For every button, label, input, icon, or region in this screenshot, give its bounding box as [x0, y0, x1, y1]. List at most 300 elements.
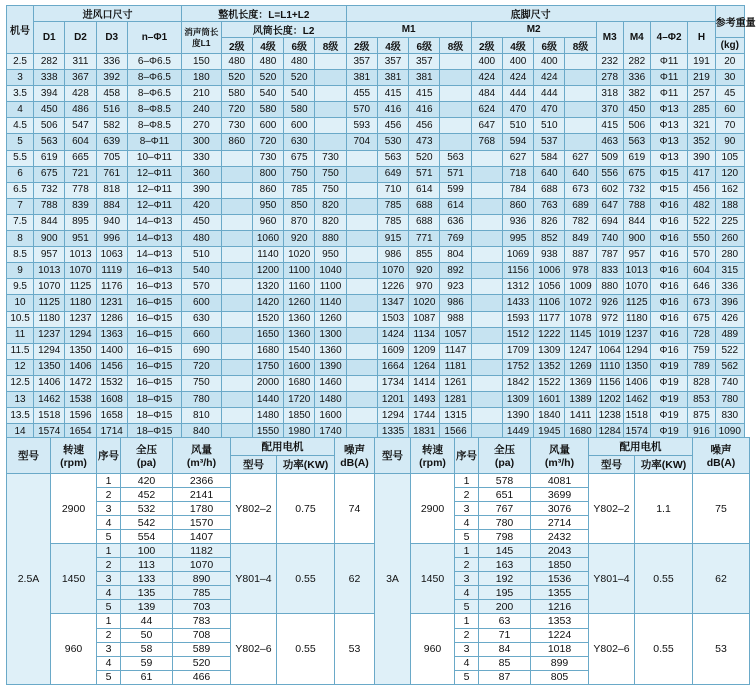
dimension-cell: Φ11	[650, 54, 688, 70]
flow-cell: 805	[531, 670, 589, 684]
header-d1: D1	[34, 22, 65, 54]
dimension-cell: 789	[688, 359, 715, 375]
dimension-cell: 20	[715, 54, 744, 70]
dimension-cell: 1072	[565, 295, 596, 311]
dimension-cell	[440, 70, 471, 86]
dimension-cell: 1040	[315, 263, 346, 279]
dimension-cell	[565, 70, 596, 86]
dimension-cell	[346, 198, 377, 214]
dimension-cell: 1237	[623, 327, 650, 343]
pressure-cell: 192	[479, 572, 531, 586]
dimension-cell: 730	[252, 150, 283, 166]
dimension-cell: 839	[65, 198, 96, 214]
header-duct-stage: 8级	[315, 38, 346, 54]
dimension-cell	[346, 375, 377, 391]
dimension-cell: 1550	[252, 424, 283, 440]
dimension-cell: 191	[688, 54, 715, 70]
dimension-cell: 18–Φ15	[127, 424, 181, 440]
dimension-cell: 1411	[565, 408, 596, 424]
dimension-cell: 12	[7, 359, 34, 375]
flow-cell: 466	[173, 670, 231, 684]
dimension-cell	[221, 359, 252, 375]
dimension-cell	[221, 311, 252, 327]
header-model: 机号	[7, 6, 34, 54]
header-m4: M4	[623, 22, 650, 54]
dimension-cell: 1180	[65, 295, 96, 311]
dimension-cell: 188	[715, 198, 744, 214]
dimension-cell: 1360	[284, 327, 315, 343]
dimension-cell: 1664	[377, 359, 408, 375]
header-m2-stage: 6级	[534, 38, 565, 54]
dimension-cell: 580	[284, 102, 315, 118]
dimension-cell	[346, 231, 377, 247]
dimension-cell: 382	[623, 86, 650, 102]
dimension-cell: 920	[284, 231, 315, 247]
power-cell: 0.55	[277, 544, 335, 614]
dimension-cell: 619	[34, 150, 65, 166]
dimension-cell: 594	[502, 134, 533, 150]
dimension-cell: 1601	[534, 391, 565, 407]
dimension-cell	[221, 247, 252, 263]
dimension-cell: 1360	[315, 343, 346, 359]
header-m3: M3	[596, 22, 623, 54]
dimension-cell: 887	[565, 247, 596, 263]
dimension-cell: 1180	[623, 311, 650, 327]
dimension-cell: 1363	[96, 327, 127, 343]
flow-cell: 783	[173, 614, 231, 628]
perf-header-power: 功率(KW)	[277, 456, 335, 474]
dimension-row	[7, 118, 745, 134]
dimension-cell: 1608	[96, 391, 127, 407]
dimension-cell: 750	[315, 182, 346, 198]
dimension-cell: 1145	[565, 327, 596, 343]
dimension-cell: 1350	[623, 359, 650, 375]
dimension-cell: 761	[96, 166, 127, 182]
dimension-cell: 1260	[284, 295, 315, 311]
dimension-cell: 923	[440, 279, 471, 295]
dimension-cell	[471, 359, 502, 375]
speed-cell: 1450	[411, 544, 455, 614]
dimension-cell: 1574	[623, 424, 650, 440]
dimension-cell: 455	[346, 86, 377, 102]
dimension-cell: 563	[34, 134, 65, 150]
dimension-cell: 1238	[596, 408, 623, 424]
dimension-cell: 510	[502, 118, 533, 134]
speed-cell: 960	[51, 614, 97, 684]
dimension-cell: 688	[409, 214, 440, 230]
dimension-cell: 720	[182, 359, 222, 375]
dimension-cell: Φ16	[650, 198, 688, 214]
noise-cell: 53	[693, 614, 750, 684]
dimension-cell: 784	[502, 182, 533, 198]
dimension-cell: 424	[534, 70, 565, 86]
flow-cell: 1182	[173, 544, 231, 558]
dimension-cell: 721	[65, 166, 96, 182]
dimension-cell: 1433	[502, 295, 533, 311]
dimension-cell: 759	[688, 343, 715, 359]
dimension-cell: 1360	[284, 311, 315, 327]
dimension-cell: 1593	[502, 311, 533, 327]
dimension-cell: 940	[96, 214, 127, 230]
dimension-cell: 1294	[65, 327, 96, 343]
dimension-cell: 675	[623, 166, 650, 182]
seq-cell: 3	[455, 572, 479, 586]
dimension-cell: 828	[688, 375, 715, 391]
dimension-row	[7, 263, 745, 279]
dimension-cell: 900	[34, 231, 65, 247]
dimension-cell: 390	[182, 182, 222, 198]
dimension-cell: 732	[623, 182, 650, 198]
pressure-cell: 84	[479, 642, 531, 656]
dimension-cell: 1566	[440, 424, 471, 440]
dimension-cell: 880	[315, 231, 346, 247]
model-cell: 2.5A	[7, 474, 51, 685]
flow-cell: 890	[173, 572, 231, 586]
dimension-cell: 1222	[534, 327, 565, 343]
dimension-cell: Φ13	[650, 150, 688, 166]
dimension-cell: 417	[688, 166, 715, 182]
dimension-cell: 1125	[34, 295, 65, 311]
header-silencer-length: 消声筒长度L1	[182, 22, 222, 54]
dimension-cell: 219	[688, 70, 715, 86]
dimension-cell: 70	[715, 118, 744, 134]
dimension-cell	[565, 134, 596, 150]
dimension-cell: 463	[596, 134, 623, 150]
dimension-cell: 2000	[252, 375, 283, 391]
dimension-cell: 367	[65, 70, 96, 86]
dimension-cell: 510	[534, 118, 565, 134]
dimension-cell: 563	[440, 150, 471, 166]
flow-cell: 1536	[531, 572, 589, 586]
dimension-cell: 1312	[502, 279, 533, 295]
dimension-cell: 1226	[377, 279, 408, 295]
dimension-cell: 1740	[315, 424, 346, 440]
dimension-cell: 1181	[440, 359, 471, 375]
dimension-cell: 16–Φ15	[127, 359, 181, 375]
flow-cell: 2141	[173, 488, 231, 502]
dimension-cell: 7	[7, 198, 34, 214]
dimension-cell: 675	[284, 150, 315, 166]
dimension-cell	[565, 54, 596, 70]
flow-cell: 2366	[173, 474, 231, 488]
dimension-cell: 820	[315, 214, 346, 230]
perf-header-motor-right: 配用电机	[589, 438, 693, 456]
pressure-cell: 135	[121, 586, 173, 600]
dimension-cell: 704	[346, 134, 377, 150]
dimension-cell: 788	[623, 198, 650, 214]
dimension-row	[7, 359, 745, 375]
dimension-cell	[471, 198, 502, 214]
dimension-cell: 785	[284, 182, 315, 198]
performance-table-body	[7, 474, 750, 685]
dimension-cell: 1202	[596, 391, 623, 407]
dimension-cell: 730	[315, 150, 346, 166]
dimension-cell	[221, 150, 252, 166]
noise-cell: 62	[693, 544, 750, 614]
dimension-cell: 771	[409, 231, 440, 247]
dimension-cell: 450	[34, 102, 65, 118]
pressure-cell: 195	[479, 586, 531, 600]
dimension-cell: 8–Φ6.5	[127, 70, 181, 86]
dimension-cell: 892	[440, 263, 471, 279]
dimension-cell: 705	[96, 150, 127, 166]
dimension-cell	[346, 327, 377, 343]
dimension-cell: 689	[565, 198, 596, 214]
dimension-cell: 480	[182, 231, 222, 247]
dimension-cell: 782	[565, 214, 596, 230]
dimension-cell: 1462	[34, 391, 65, 407]
dimension-cell	[471, 408, 502, 424]
dimension-cell: 844	[623, 214, 650, 230]
dimension-cell: 260	[715, 231, 744, 247]
dimension-cell: 720	[252, 134, 283, 150]
dimension-cell: 232	[596, 54, 623, 70]
dimension-cell: 1842	[502, 375, 533, 391]
dimension-cell: 8–Φ11	[127, 134, 181, 150]
dimension-cell: 1538	[65, 391, 96, 407]
pressure-cell: 85	[479, 656, 531, 670]
flow-cell: 1780	[173, 502, 231, 516]
power-cell: 0.55	[277, 614, 335, 684]
dimension-cell: 1752	[502, 359, 533, 375]
pressure-cell: 63	[479, 614, 531, 628]
dimension-cell: 510	[182, 247, 222, 263]
dimension-cell: 1518	[623, 408, 650, 424]
dimension-cell: 604	[688, 263, 715, 279]
dimension-cell: 1140	[315, 295, 346, 311]
header-4-phi2: 4–Φ2	[650, 22, 688, 54]
dimension-cell: 7.5	[7, 214, 34, 230]
dimension-cell: 1056	[534, 279, 565, 295]
dimension-cell: 9.5	[7, 279, 34, 295]
flow-cell: 785	[173, 586, 231, 600]
dimension-cell: 732	[34, 182, 65, 198]
dimension-cell: 599	[440, 182, 471, 198]
dimension-cell: 1309	[534, 343, 565, 359]
dimension-cell	[346, 311, 377, 327]
dimension-cell	[315, 118, 346, 134]
dimension-cell: Φ19	[650, 375, 688, 391]
dimension-cell: 826	[534, 214, 565, 230]
dimension-cell: 915	[377, 231, 408, 247]
noise-cell: 62	[335, 544, 375, 614]
seq-cell: 4	[97, 586, 121, 600]
dimension-cell: 30	[715, 70, 744, 86]
dimension-cell	[346, 182, 377, 198]
dimension-cell: 571	[409, 166, 440, 182]
flow-cell: 1018	[531, 642, 589, 656]
dimension-cell: 4	[7, 102, 34, 118]
dimension-cell: 1574	[34, 424, 65, 440]
dimension-cell: 593	[346, 118, 377, 134]
pressure-cell: 200	[479, 600, 531, 614]
dimensions-table	[6, 5, 756, 440]
dimension-cell: 16–Φ15	[127, 295, 181, 311]
dimension-cell: 556	[596, 166, 623, 182]
dimension-cell: 1750	[252, 359, 283, 375]
dimension-cell: 1390	[502, 408, 533, 424]
seq-cell: 1	[97, 474, 121, 488]
dimension-cell: 604	[65, 134, 96, 150]
pressure-cell: 87	[479, 670, 531, 684]
dimension-cell: 5	[7, 134, 34, 150]
dimension-cell: 162	[715, 182, 744, 198]
dimension-cell: 850	[284, 198, 315, 214]
seq-cell: 4	[97, 656, 121, 670]
dimension-cell: Φ16	[650, 214, 688, 230]
motor-cell: Y802–6	[589, 614, 635, 684]
dimension-cell: 1294	[623, 343, 650, 359]
dimension-cell: Φ16	[650, 231, 688, 247]
dimension-cell: 880	[596, 279, 623, 295]
header-total-length: 整机长度：L=L1+L2	[182, 6, 347, 22]
dimension-cell: 1160	[284, 279, 315, 295]
dimension-cell: 426	[715, 311, 744, 327]
seq-cell: 4	[97, 516, 121, 530]
dimension-cell: 1070	[377, 263, 408, 279]
dimension-cell: 1320	[252, 279, 283, 295]
dimension-cell: 540	[284, 86, 315, 102]
dimension-cell	[346, 279, 377, 295]
pressure-cell: 163	[479, 558, 531, 572]
seq-cell: 5	[455, 600, 479, 614]
dimension-cell: 416	[377, 102, 408, 118]
dimension-cell: 1522	[534, 375, 565, 391]
dimension-cell: 14–Φ13	[127, 247, 181, 263]
dimension-cell: 180	[182, 70, 222, 86]
dimension-cell: 763	[534, 198, 565, 214]
perf-header-motor: 配用电机	[231, 438, 335, 456]
dimension-cell: 381	[377, 70, 408, 86]
dimension-cell: 520	[252, 70, 283, 86]
pressure-cell: 578	[479, 474, 531, 488]
dimension-cell: 646	[688, 279, 715, 295]
dimension-cell: 1406	[623, 375, 650, 391]
speed-cell: 2900	[411, 474, 455, 544]
perf-header-flow-right: 风量 (m³/h)	[531, 438, 589, 474]
seq-cell: 3	[97, 642, 121, 656]
dimension-cell: 788	[34, 198, 65, 214]
dimension-cell	[346, 150, 377, 166]
dimension-cell	[471, 279, 502, 295]
dimension-cell: 12–Φ11	[127, 198, 181, 214]
dimension-cell: 1831	[409, 424, 440, 440]
dimension-cell: 60	[715, 102, 744, 118]
dimension-cell: 210	[182, 86, 222, 102]
pressure-cell: 61	[121, 670, 173, 684]
dimension-cell: 960	[252, 214, 283, 230]
dimension-cell: 13.5	[7, 408, 34, 424]
pressure-cell: 59	[121, 656, 173, 670]
dimension-cell	[346, 295, 377, 311]
dimension-cell	[471, 295, 502, 311]
dimension-cell: 1060	[252, 231, 283, 247]
dimension-cell: 570	[688, 247, 715, 263]
dimension-cell: 1013	[623, 263, 650, 279]
dimension-cell: 1209	[409, 343, 440, 359]
dimension-cell: 8–Φ6.5	[127, 86, 181, 102]
dimension-cell: 710	[377, 182, 408, 198]
dimension-cell: 986	[377, 247, 408, 263]
dimension-cell: 1540	[284, 343, 315, 359]
dimension-cell: 884	[96, 198, 127, 214]
dimension-cell: 282	[623, 54, 650, 70]
dimension-cell: 1284	[596, 424, 623, 440]
dimension-cell	[440, 102, 471, 118]
dimension-row	[7, 231, 745, 247]
dimension-cell: 357	[409, 54, 440, 70]
dimension-cell: 1350	[34, 359, 65, 375]
dimension-cell: 520	[284, 70, 315, 86]
dimension-cell: 562	[715, 359, 744, 375]
dimension-row	[7, 86, 745, 102]
dimension-cell: 1064	[596, 343, 623, 359]
dimension-row	[7, 166, 745, 182]
dimension-cell: 315	[715, 263, 744, 279]
seq-cell: 2	[455, 628, 479, 642]
dimension-cell: 1260	[315, 311, 346, 327]
header-duct-stage: 6级	[284, 38, 315, 54]
pressure-cell: 780	[479, 516, 531, 530]
pressure-cell: 50	[121, 628, 173, 642]
dimension-cell	[346, 408, 377, 424]
header-weight-unit: (kg)	[715, 38, 744, 54]
dimension-cell	[471, 231, 502, 247]
dimension-cell: 730	[221, 118, 252, 134]
dimension-cell: 986	[440, 295, 471, 311]
dimension-cell: 1352	[534, 359, 565, 375]
dimension-cell: 12–Φ11	[127, 166, 181, 182]
dimension-cell	[346, 391, 377, 407]
seq-cell: 3	[455, 502, 479, 516]
dimension-cell: 6	[7, 166, 34, 182]
dimension-cell: 950	[252, 198, 283, 214]
dimension-cell: 988	[440, 311, 471, 327]
dimension-cell: 1456	[96, 359, 127, 375]
dimension-cell: 282	[34, 54, 65, 70]
dimension-cell: 660	[182, 327, 222, 343]
seq-cell: 1	[455, 544, 479, 558]
dimension-cell: 1390	[315, 359, 346, 375]
pressure-cell: 532	[121, 502, 173, 516]
dimension-cell: 1406	[65, 359, 96, 375]
dimension-cell: 855	[409, 247, 440, 263]
seq-cell: 2	[97, 558, 121, 572]
dimension-cell: Φ13	[650, 102, 688, 118]
dimension-cell	[565, 102, 596, 118]
dimension-cell	[315, 102, 346, 118]
dimension-cell: 16–Φ15	[127, 375, 181, 391]
dimension-cell	[221, 295, 252, 311]
dimension-cell: 1013	[34, 263, 65, 279]
dimension-cell: 540	[182, 263, 222, 279]
dimension-cell: 522	[688, 214, 715, 230]
dimension-cell: 1600	[284, 359, 315, 375]
dimension-cell: 450	[182, 214, 222, 230]
dimension-cell: 280	[715, 247, 744, 263]
speed-cell: 2900	[51, 474, 97, 544]
dimension-cell: 530	[377, 134, 408, 150]
dimension-cell: 10–Φ11	[127, 150, 181, 166]
dimension-cell: 1201	[377, 391, 408, 407]
dimension-cell: 1709	[502, 343, 533, 359]
power-cell: 1.1	[635, 474, 693, 544]
flow-cell: 1216	[531, 600, 589, 614]
dimension-cell: 600	[252, 118, 283, 134]
header-d3: D3	[96, 22, 127, 54]
pressure-cell: 542	[121, 516, 173, 530]
dimension-cell: 16–Φ13	[127, 263, 181, 279]
